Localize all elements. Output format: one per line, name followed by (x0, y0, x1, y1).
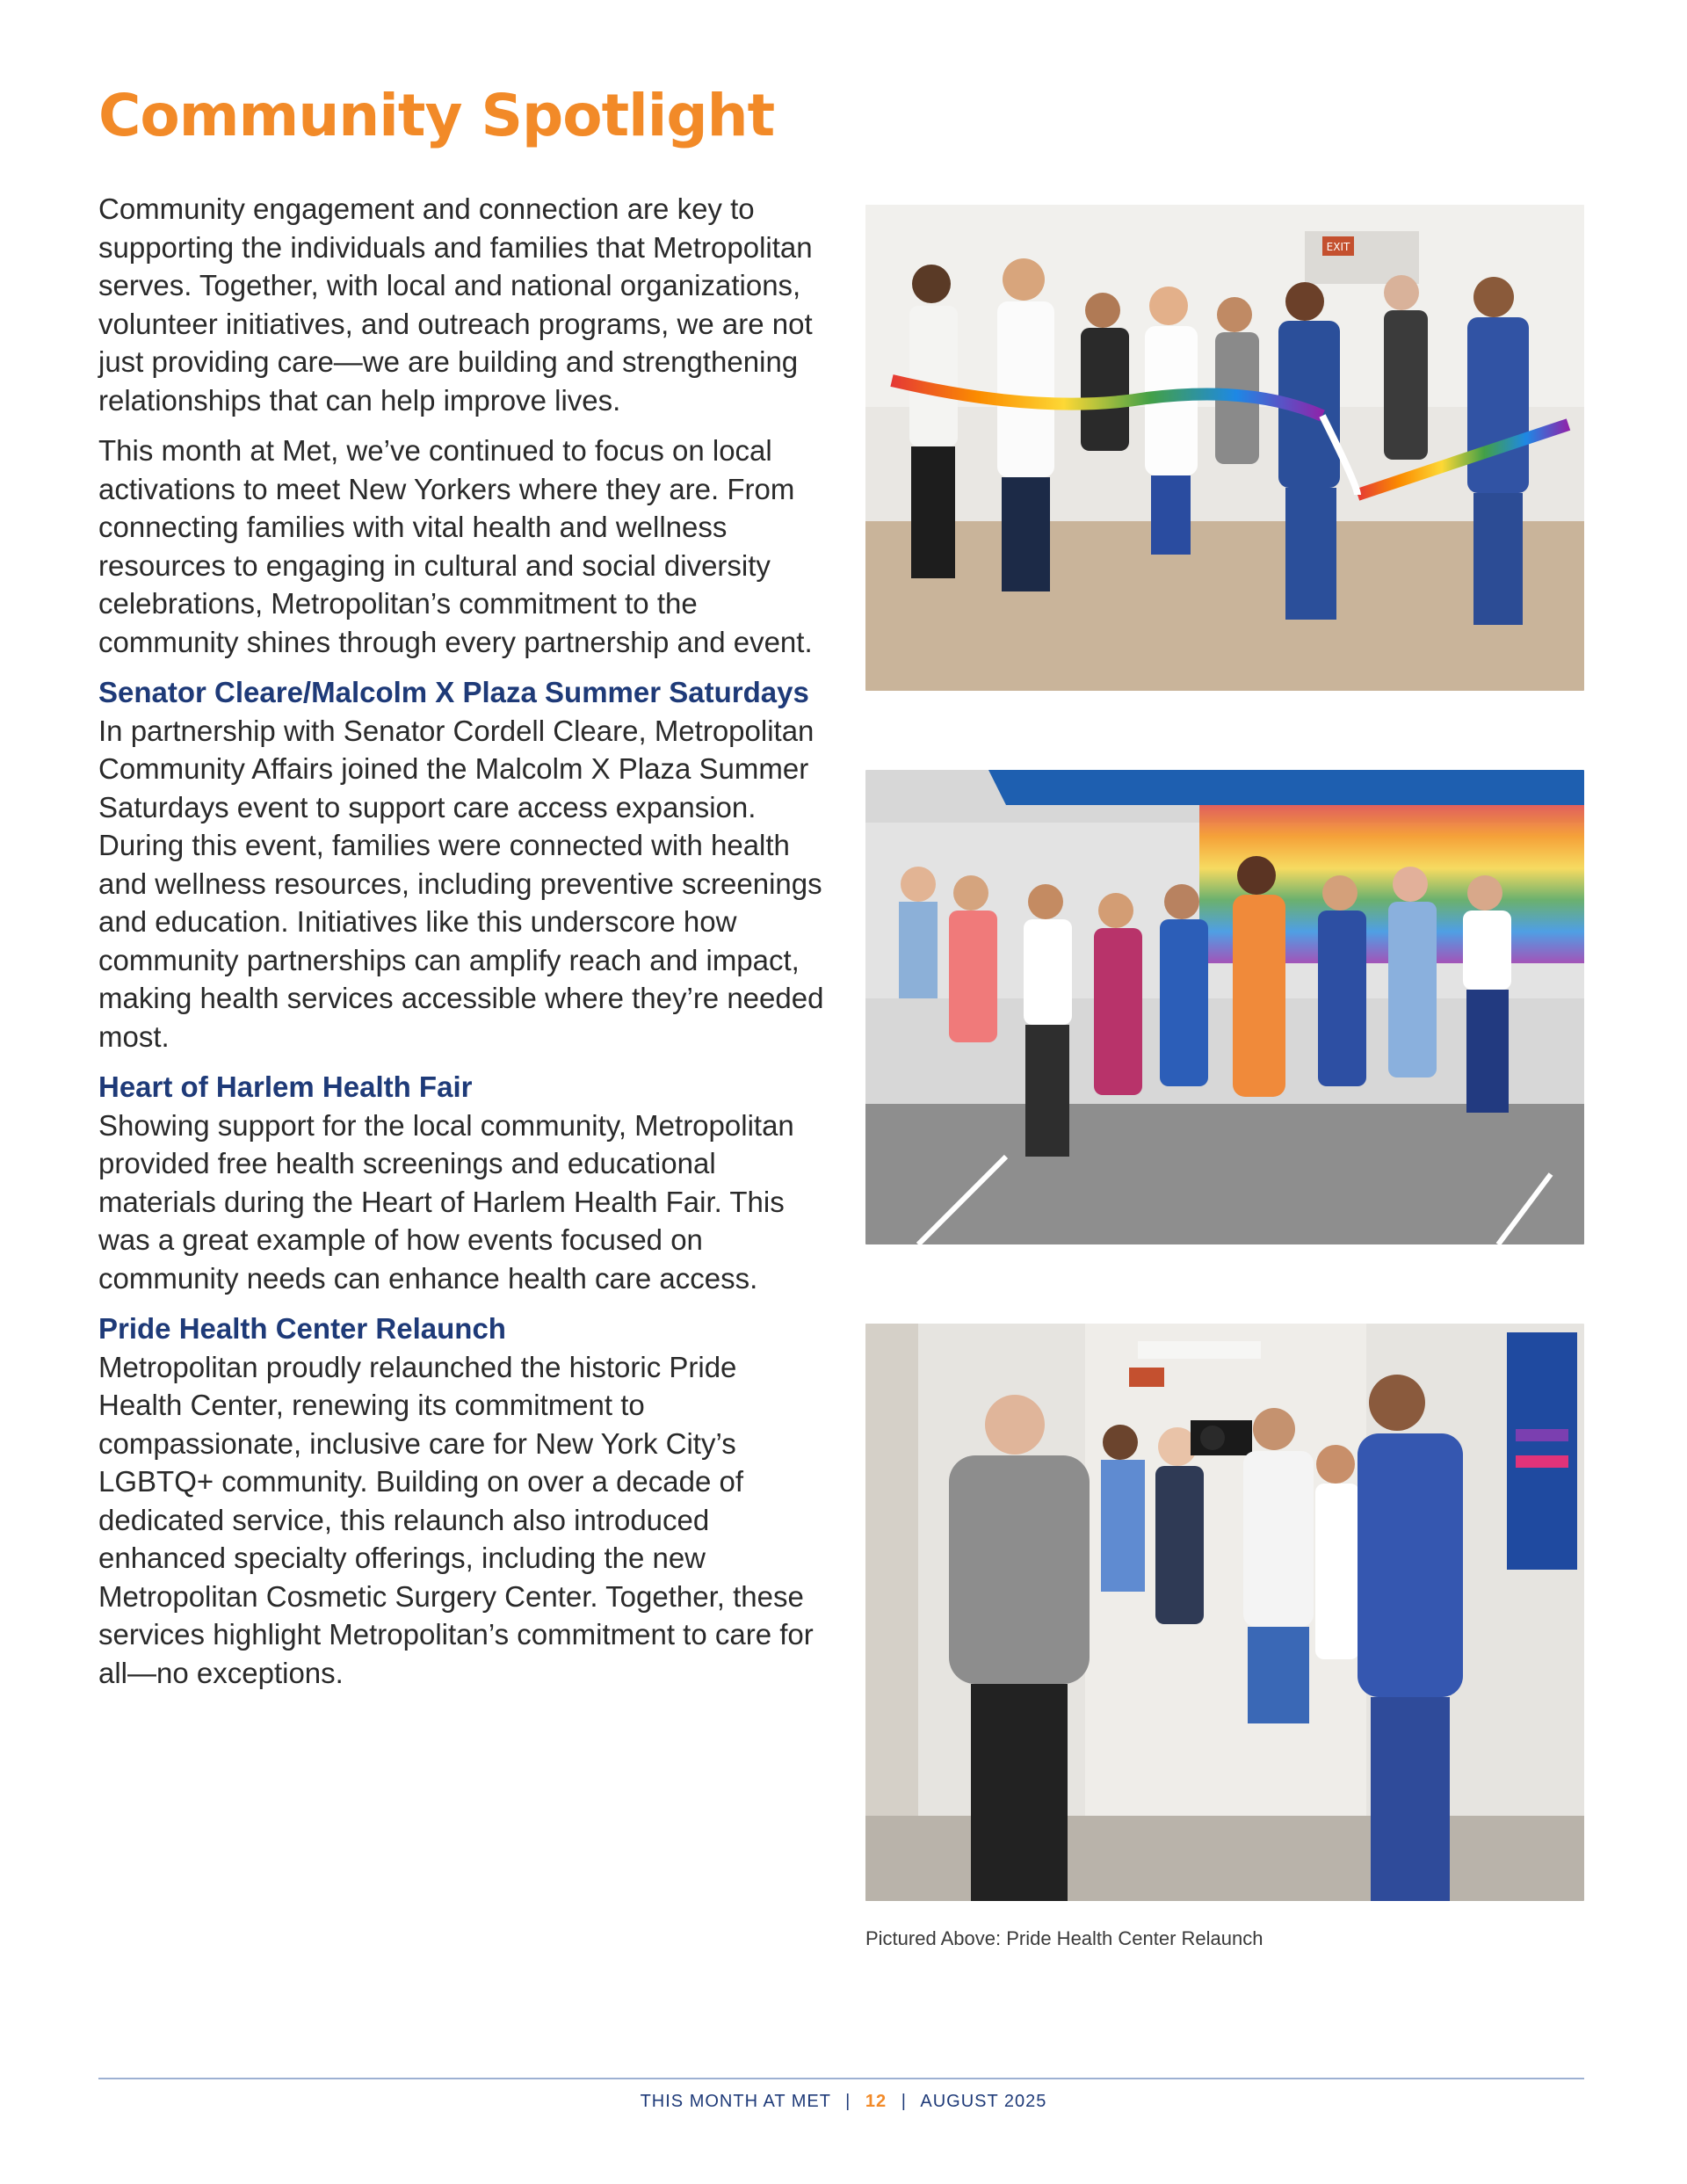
emergency-codes-sign (1507, 1332, 1577, 1570)
section-body-pride-relaunch: Metropolitan proudly relaunched the historic Pride Health Center, renewing its commitment to compassionate, inclusive care for New York City’s LGBTQ+ community. Building on over a decade of dedicated service, this relaunch also introduced enhanced specialty offerings, including the new Metropolitan Cosmetic Surgery Center. Together, these services highlight Metropolitan’s commitment to care for all—no exceptions. (98, 1350, 814, 1689)
photo-caption: Pictured Above: Pride Health Center Relaunch (865, 1927, 1263, 1949)
section-body-summer-saturdays: In partnership with Senator Cordell Cleare, Metropolitan Community Affairs joined the Malcolm X Plaza Summer Saturdays event to support care access expansion. During this event, families were connected with health and wellness resources, including preventive screenings and education. Initiatives like this underscore how community partnerships can amplify reach and impact, making health services accessible where they’re needed most. (98, 714, 824, 1053)
photo-summer-saturdays-event (865, 770, 1584, 1244)
footer-page-number: 12 (865, 2092, 887, 2111)
intro-paragraph-1: Community engagement and connection are key to supporting the individuals and families that Metropolitan serves. Together, with local and national organizations, volunteer initiatives, and outreach programs, we are not just providing care—we are building and strengthening relationships that can help improve lives. (98, 192, 813, 417)
exit-sign-label: EXIT (1326, 241, 1350, 253)
photo-pride-relaunch-graphic (865, 1324, 1584, 1901)
page-title: Community Spotlight (98, 82, 775, 149)
footer-issue-date: AUGUST 2025 (920, 2092, 1047, 2111)
intro-paragraph-2: This month at Met, we’ve continued to focus on local activations to meet New Yorkers where they are. From connecting families with vital health and wellness resources to engaging in cultural and social diversity celebrations, Metropolitan’s commitment to the community shines through every partnership and event. (98, 434, 813, 658)
section-heading-pride-relaunch: Pride Health Center Relaunch (98, 1312, 506, 1345)
footer-publication: THIS MONTH AT MET (640, 2092, 831, 2111)
footer-divider (98, 2078, 1584, 2079)
footer-separator: | (845, 2092, 851, 2111)
section-heading-harlem-health-fair: Heart of Harlem Health Fair (98, 1070, 473, 1103)
photo-pride-relaunch (865, 1324, 1584, 1901)
section-heading-summer-saturdays: Senator Cleare/Malcolm X Plaza Summer Saturdays (98, 676, 809, 708)
section-body-harlem-health-fair: Showing support for the local community, Metropolitan provided free health screenings and educational materials during the Heart of Harlem Health Fair. This was a great example of how events focused on community needs can enhance health care access. (98, 1108, 794, 1295)
photo-ribbon-cutting-graphic (865, 205, 1584, 691)
article-text-column (98, 190, 828, 1704)
footer-separator: | (901, 2092, 907, 2111)
photo-summer-saturdays-graphic (865, 770, 1584, 1244)
page-footer (0, 2092, 1687, 2112)
photo-ribbon-cutting (865, 205, 1584, 691)
